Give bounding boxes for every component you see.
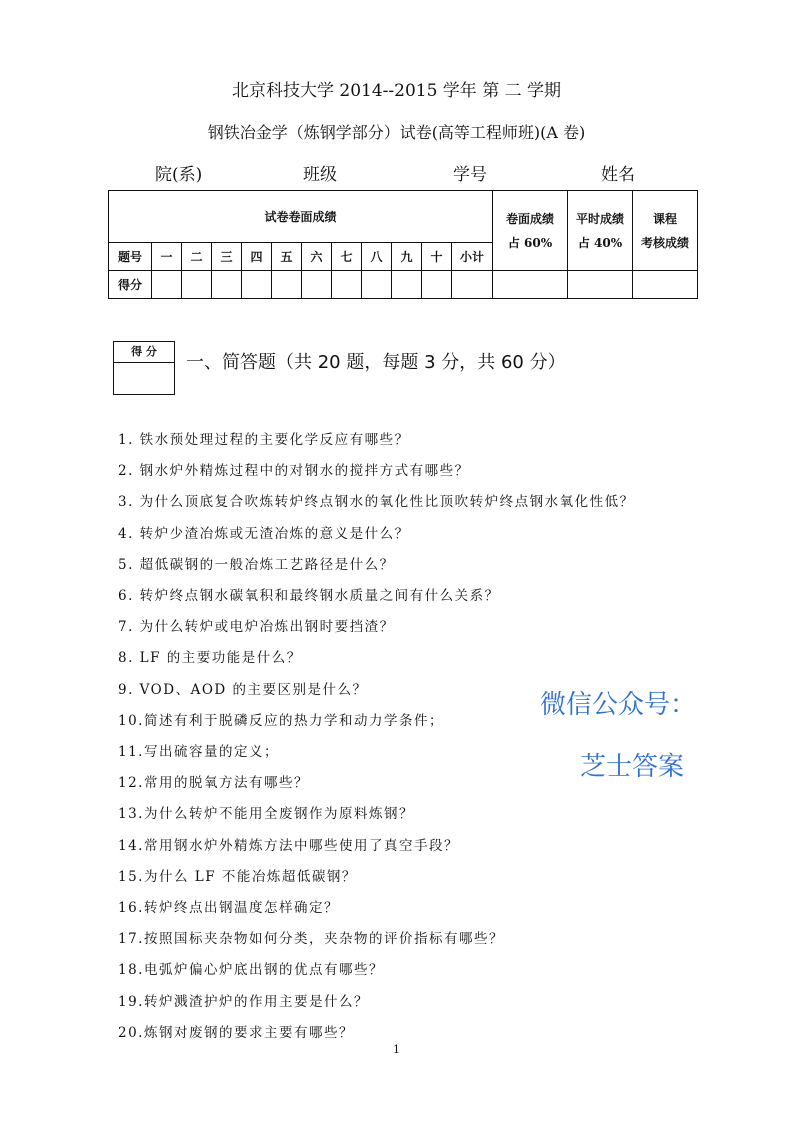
column-header: 六 <box>302 243 332 271</box>
score-cell[interactable] <box>392 271 422 299</box>
score-cell[interactable] <box>422 271 452 299</box>
field-class: 班级 <box>303 165 337 185</box>
question-item: 2. 钢水炉外精炼过程中的对钢水的搅拌方式有哪些？ <box>118 463 470 480</box>
score-cell[interactable] <box>182 271 212 299</box>
column-header: 七 <box>332 243 362 271</box>
watermark-line1: 微信公众号： <box>540 690 697 720</box>
score-cell[interactable] <box>452 271 493 299</box>
question-item: 17.按照国标夹杂物如何分类，夹杂物的评价指标有哪些？ <box>118 931 504 948</box>
question-item: 7. 为什么转炉或电炉冶炼出钢时要挡渣？ <box>118 619 395 636</box>
score-cell[interactable] <box>302 271 332 299</box>
column-header: 九 <box>392 243 422 271</box>
score-cell[interactable] <box>212 271 242 299</box>
question-item: 20.炼钢对废钢的要求主要有哪些？ <box>118 1024 354 1041</box>
column-header: 八 <box>362 243 392 271</box>
score-cell[interactable] <box>633 271 698 299</box>
column-header: 一 <box>152 243 182 271</box>
score-main-header: 试卷卷面成绩 <box>109 191 493 243</box>
question-item: 6. 转炉终点钢水碳氧积和最终钢水质量之间有什么关系？ <box>118 588 500 604</box>
row-label-score: 得分 <box>109 271 152 299</box>
question-item: 15.为什么 LF 不能冶炼超低碳钢？ <box>118 868 357 885</box>
question-item: 16.转炉终点出钢温度怎样确定？ <box>118 900 339 916</box>
watermark-line2: 芝士答案 <box>580 752 685 782</box>
score-cell[interactable] <box>332 271 362 299</box>
score-cell[interactable] <box>242 271 272 299</box>
question-item: 13.为什么转炉不能用全废钢作为原料炼钢？ <box>118 806 414 823</box>
question-item: 4. 转炉少渣冶炼或无渣冶炼的意义是什么？ <box>118 525 410 542</box>
question-item: 18.电弧炉偏心炉底出钢的优点有哪些？ <box>118 962 384 979</box>
question-item: 19.转炉溅渣护炉的作用主要是什么？ <box>118 993 369 1010</box>
score-extra-2: 平时成绩 占 40% <box>568 191 633 271</box>
question-item: 5. 超低碳钢的一般冶炼工艺路径是什么？ <box>118 556 395 573</box>
section-title: 一、简答题（共 20 题，每题 3 分，共 60 分） <box>186 352 566 373</box>
column-header: 二 <box>182 243 212 271</box>
section-score-label: 得 分 <box>114 342 174 363</box>
row-label-number: 题号 <box>109 243 152 271</box>
field-name: 姓名 <box>601 165 635 185</box>
score-cell[interactable] <box>568 271 633 299</box>
score-extra-1: 卷面成绩 占 60% <box>493 191 568 271</box>
question-item: 8. LF 的主要功能是什么？ <box>118 650 302 667</box>
score-table <box>108 190 698 299</box>
field-department: 院(系) <box>155 165 203 185</box>
score-cell[interactable] <box>272 271 302 299</box>
score-cell[interactable] <box>152 271 182 299</box>
question-item: 3. 为什么顶底复合吹炼转炉终点钢水的氧化性比顶吹转炉终点钢水氧化性低？ <box>118 494 635 511</box>
score-cell[interactable] <box>362 271 392 299</box>
column-header: 十 <box>422 243 452 271</box>
score-extra-3: 课程 考核成绩 <box>633 191 698 271</box>
column-header: 五 <box>272 243 302 271</box>
question-item: 12.常用的脱氧方法有哪些？ <box>118 775 309 792</box>
section-score-box <box>113 341 175 395</box>
question-item: 9. VOD、AOD 的主要区别是什么？ <box>118 681 368 698</box>
question-item: 14.常用钢水炉外精炼方法中哪些使用了真空手段？ <box>118 837 459 854</box>
question-item: 10.简述有利于脱磷反应的热力学和动力学条件； <box>118 712 444 729</box>
column-header: 三 <box>212 243 242 271</box>
column-header: 四 <box>242 243 272 271</box>
exam-title: 北京科技大学 2014--2015 学年 第 二 学期 <box>231 81 562 101</box>
column-header: 小计 <box>452 243 493 271</box>
field-student-id: 学号 <box>453 165 487 185</box>
page-number: 1 <box>393 1043 400 1056</box>
question-item: 1. 铁水预处理过程的主要化学反应有哪些？ <box>118 432 410 448</box>
score-cell[interactable] <box>493 271 568 299</box>
exam-subtitle: 钢铁冶金学（炼钢学部分）试卷(高等工程师班)(A 卷) <box>207 123 586 142</box>
question-item: 11.写出硫容量的定义； <box>118 744 279 760</box>
